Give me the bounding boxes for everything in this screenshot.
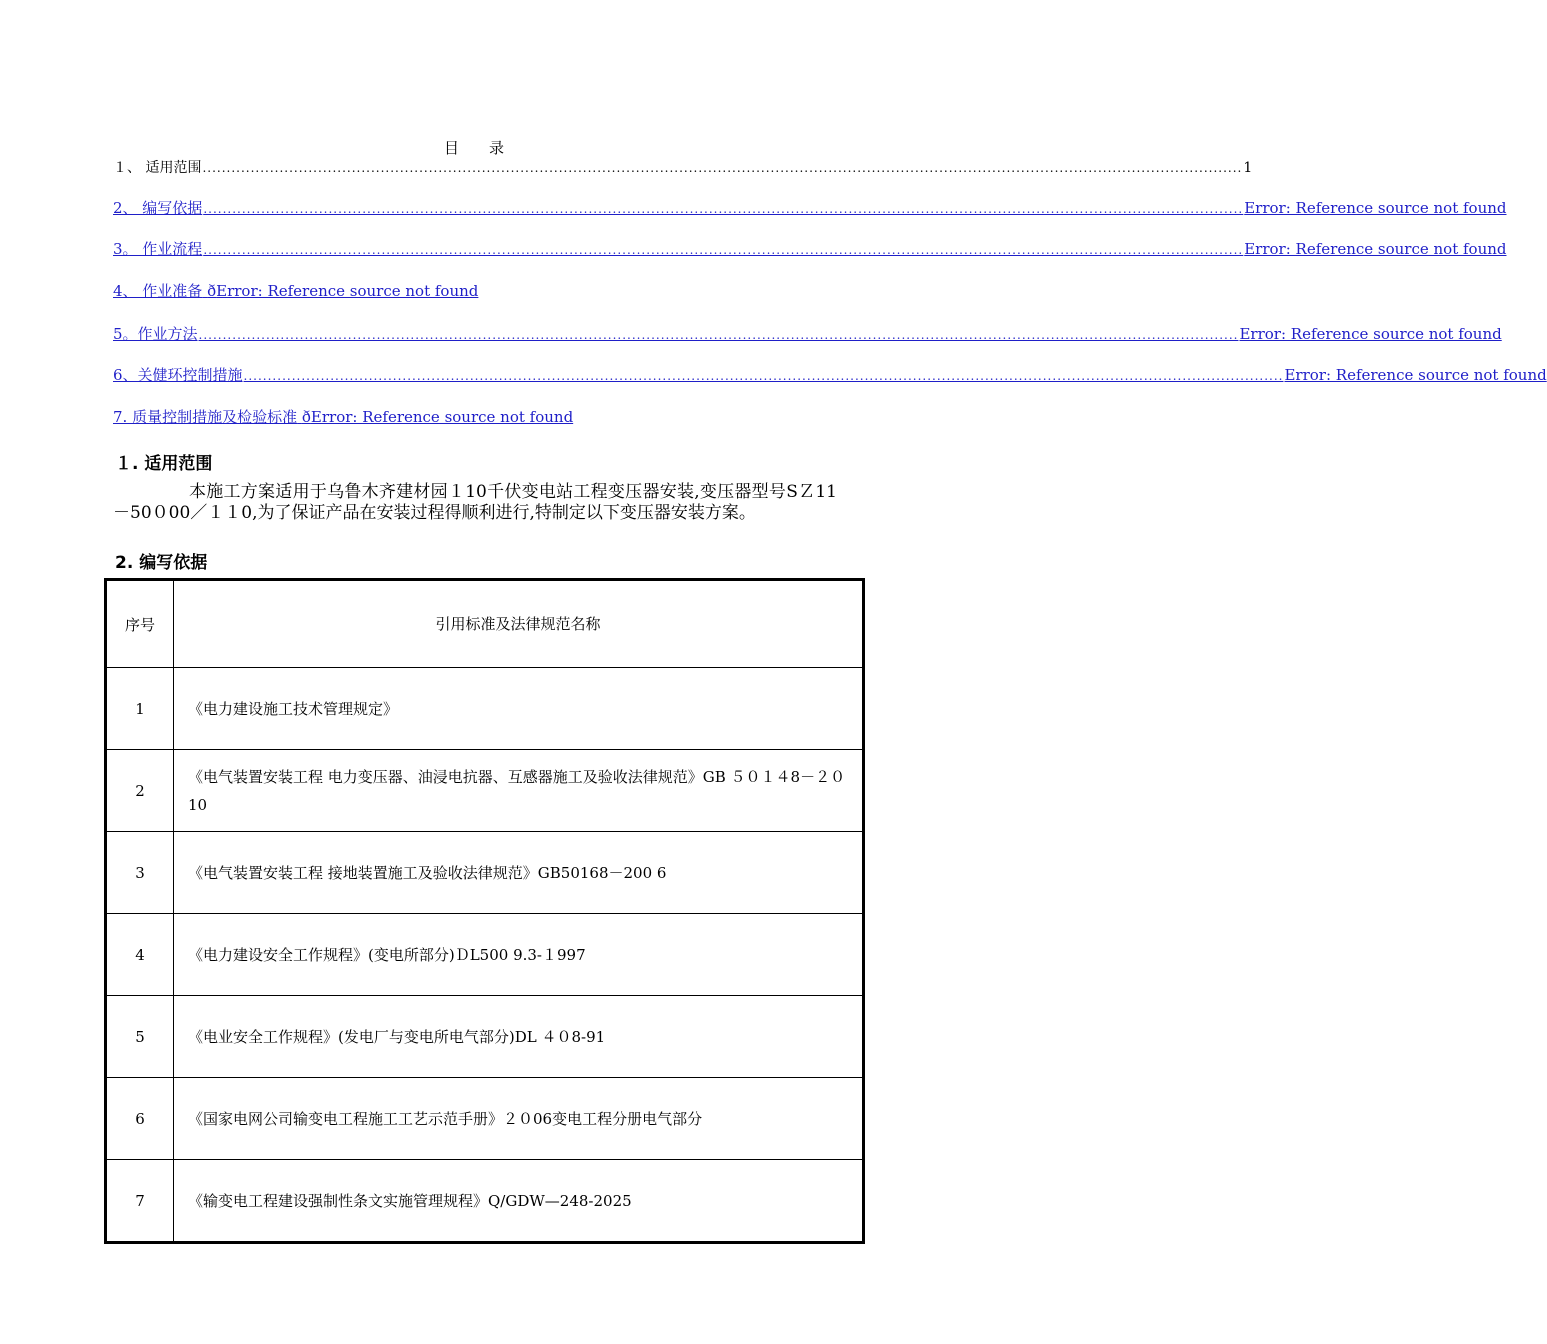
toc-entry-page: Error: Reference source not found bbox=[310, 408, 574, 426]
row-standard-name: 《电气装置安装工程 电力变压器、油浸电抗器、互感器施工及验收法律规范》GB ５０１４8－２０10 bbox=[174, 750, 864, 832]
table-row bbox=[106, 914, 864, 996]
header-serial-number: 序号 bbox=[106, 580, 174, 668]
toc-entry-page: Error: Reference source not found bbox=[1239, 325, 1502, 343]
toc-entry-label: 5。作业方法 bbox=[113, 325, 198, 343]
row-number: 5 bbox=[106, 996, 174, 1078]
toc-leader-dots: ........................................................................................................................................................................................................................ bbox=[243, 369, 1284, 383]
table-row bbox=[106, 668, 864, 750]
toc-entry-5[interactable] bbox=[113, 323, 1502, 343]
toc-entry-label: １、 适用范围 bbox=[113, 160, 202, 176]
toc-entry-6[interactable] bbox=[113, 364, 1547, 384]
toc-entry-page: 1 bbox=[1243, 160, 1253, 176]
row-number: 6 bbox=[106, 1078, 174, 1160]
toc-entry-4[interactable] bbox=[113, 280, 478, 301]
row-number: 7 bbox=[106, 1160, 174, 1243]
toc-leader-dots: ........................................................................................................................................................................................................................ bbox=[202, 161, 1243, 175]
toc-entry-3[interactable] bbox=[113, 238, 1507, 258]
row-standard-name: 《电力建设安全工作规程》(变电所部分)ＤL500 9.3-１997 bbox=[174, 914, 864, 996]
toc-leader-dots: ........................................................................................................................................................................................................................ bbox=[198, 328, 1239, 342]
row-number: 1 bbox=[106, 668, 174, 750]
toc-separator: ð bbox=[301, 408, 311, 426]
toc-title-char-1: 目 bbox=[443, 139, 461, 157]
row-number: 4 bbox=[106, 914, 174, 996]
toc-entry-2[interactable] bbox=[113, 197, 1507, 217]
table-row bbox=[106, 750, 864, 832]
toc-entry-1[interactable] bbox=[113, 157, 1253, 177]
toc-entry-label: 7. 质量控制措施及检验标准 bbox=[113, 408, 298, 426]
toc-leader-dots: ........................................................................................................................................................................................................................ bbox=[203, 202, 1244, 216]
toc-leader-dots: ........................................................................................................................................................................................................................ bbox=[203, 243, 1244, 257]
toc-entry-label: 6、关健环控制措施 bbox=[113, 366, 243, 384]
table-row bbox=[106, 832, 864, 914]
toc-title bbox=[0, 137, 950, 158]
toc-entry-label: 4、 作业准备 bbox=[113, 282, 203, 300]
table-row bbox=[106, 1160, 864, 1243]
reference-standards-table bbox=[104, 578, 865, 1244]
row-standard-name: 《国家电网公司输变电工程施工工艺示范手册》２０06变电工程分册电气部分 bbox=[174, 1078, 864, 1160]
toc-entry-label: 2、 编写依据 bbox=[113, 199, 203, 217]
section-1-body: 本施工方案适用于乌鲁木齐建材园１10千伏变电站工程变压器安装,变压器型号SＺ11－50０00／１１0,为了保证产品在安装过程得顺利进行,特制定以下变压器安装方案。 bbox=[113, 482, 837, 523]
table-row bbox=[106, 1078, 864, 1160]
row-number: 2 bbox=[106, 750, 174, 832]
toc-separator: ð bbox=[207, 282, 217, 300]
toc-entry-7[interactable] bbox=[113, 406, 573, 427]
toc-entry-page: Error: Reference source not found bbox=[1244, 199, 1507, 217]
row-standard-name: 《电气装置安装工程 接地装置施工及验收法律规范》GB50168－200 6 bbox=[174, 832, 864, 914]
row-standard-name: 《电力建设施工技术管理规定》 bbox=[174, 668, 864, 750]
header-standard-name: 引用标准及法律规范名称 bbox=[174, 580, 864, 668]
section-2-heading: 2. 编写依据 bbox=[115, 553, 208, 573]
toc-entry-page: Error: Reference source not found bbox=[216, 282, 479, 300]
table-row bbox=[106, 996, 864, 1078]
table-header-row bbox=[106, 580, 864, 668]
toc-title-char-2: 录 bbox=[489, 139, 507, 157]
row-standard-name: 《电业安全工作规程》(发电厂与变电所电气部分)DL ４０8-91 bbox=[174, 996, 864, 1078]
toc-entry-page: Error: Reference source not found bbox=[1244, 240, 1507, 258]
row-number: 3 bbox=[106, 832, 174, 914]
row-standard-name: 《输变电工程建设强制性条文实施管理规程》Q/GDW—248-2025 bbox=[174, 1160, 864, 1243]
section-1-heading: １. 适用范围 bbox=[115, 454, 213, 474]
toc-entry-label: 3。 作业流程 bbox=[113, 240, 203, 258]
toc-entry-page: Error: Reference source not found bbox=[1284, 366, 1547, 384]
